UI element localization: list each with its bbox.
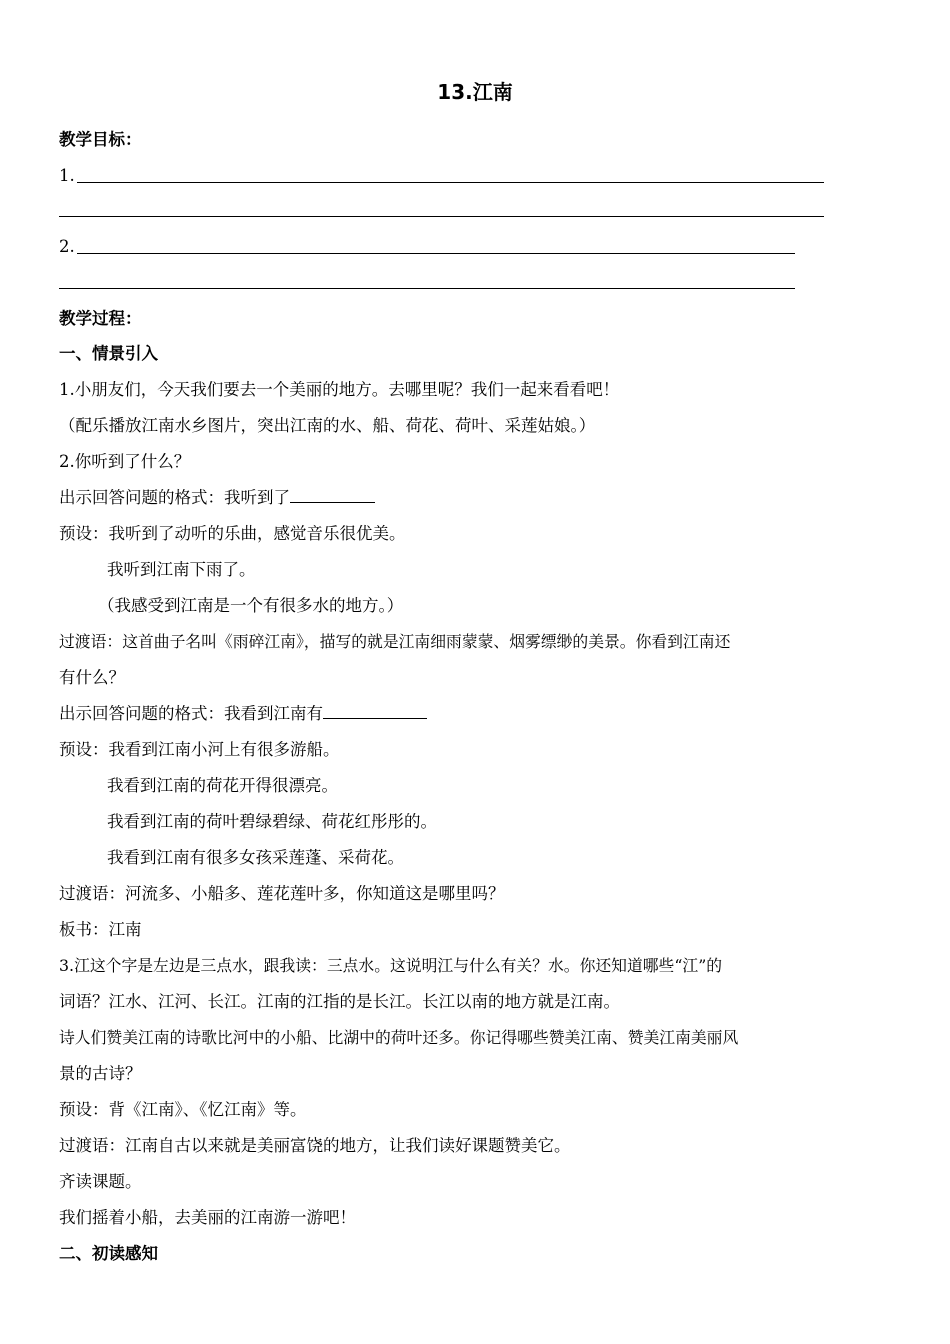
answer-format-text: 出示回答问题的格式：我听到了 [59,488,290,507]
paragraph: 过渡语：这首曲子名叫《雨碎江南》，描写的就是江南细雨蒙蒙、烟雾缥缈的美景。你看到江南还 [59,632,731,651]
paragraph: 我看到江南的荷叶碧绿碧绿、荷花红彤彤的。 [107,812,437,831]
objective-1-blank-line-2 [59,216,824,217]
paragraph: 我看到江南的荷花开得很漂亮。 [107,776,338,795]
process-heading: 教学过程： [59,309,142,328]
answer-format-line [59,704,427,724]
paragraph: 词语？江水、江河、长江。江南的江指的是长江。长江以南的地方就是江南。 [59,992,620,1011]
objectives-heading: 教学目标： [59,130,142,149]
lesson-title: 13.江南 [437,80,513,104]
paragraph: 过渡语：河流多、小船多、莲花莲叶多，你知道这是哪里吗？ [59,884,505,903]
paragraph: （我感受到江南是一个有很多水的地方。） [98,596,404,615]
paragraph: 预设：我听到了动听的乐曲，感觉音乐很优美。 [59,524,406,543]
paragraph: 有什么？ [59,668,125,687]
paragraph: 2.你听到了什么？ [59,452,191,471]
objective-2-number: 2. [59,237,75,256]
paragraph: 我看到江南有很多女孩采莲蓬、采荷花。 [107,848,404,867]
paragraph: 1.小朋友们，今天我们要去一个美丽的地方。去哪里呢？我们一起来看看吧！ [59,380,620,399]
paragraph: 板书：江南 [59,920,142,939]
paragraph: 预设：背《江南》、《忆江南》等。 [59,1100,307,1119]
paragraph: 过渡语：江南自古以来就是美丽富饶的地方，让我们读好课题赞美它。 [59,1136,571,1155]
paragraph: 我们摇着小船，去美丽的江南游一游吧！ [59,1208,356,1227]
section-1-heading: 一、情景引入 [59,344,158,363]
objective-2-blank-line [77,253,795,254]
paragraph: 诗人们赞美江南的诗歌比河中的小船、比湖中的荷叶还多。你记得哪些赞美江南、赞美江南美丽风 [59,1028,739,1047]
objective-1-number: 1. [59,166,75,185]
fill-in-blank [290,488,375,503]
objective-1-blank-line [77,182,824,183]
paragraph: 3.江这个字是左边是三点水，跟我读：三点水。这说明江与什么有关？水。你还知道哪些“江”的 [59,956,723,975]
paragraph: 齐读课题。 [59,1172,142,1191]
paragraph: 我听到江南下雨了。 [107,560,256,579]
section-2-heading: 二、初读感知 [59,1244,158,1263]
paragraph: 景的古诗？ [59,1064,142,1083]
objective-2-blank-line-2 [59,288,795,289]
paragraph: （配乐播放江南水乡图片，突出江南的水、船、荷花、荷叶、采莲姑娘。） [59,416,596,435]
paragraph: 预设：我看到江南小河上有很多游船。 [59,740,340,759]
fill-in-blank [323,704,427,719]
answer-format-line [59,488,375,508]
answer-format-text: 出示回答问题的格式：我看到江南有 [59,704,323,723]
